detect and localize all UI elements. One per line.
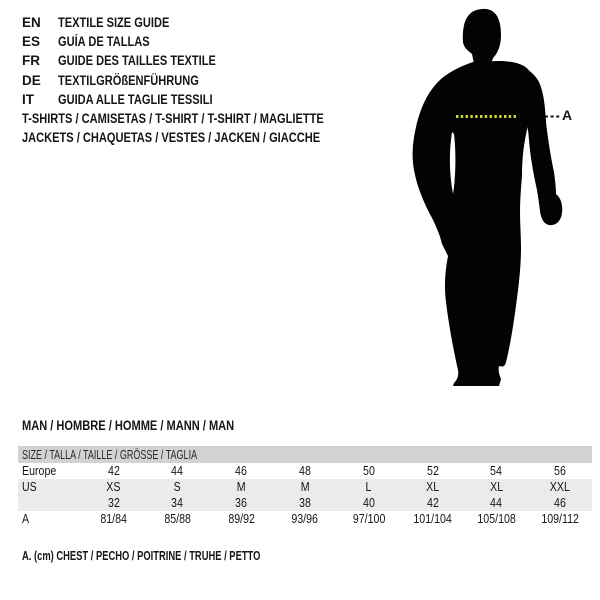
size-value: 44	[171, 464, 184, 478]
row-label	[18, 495, 82, 511]
size-table	[18, 446, 592, 527]
size-cell	[528, 463, 592, 479]
language-title: GUÍA DE TALLAS	[58, 34, 150, 50]
size-cell	[273, 479, 337, 495]
size-cell	[401, 479, 465, 495]
measurement-caption-text: A. (cm) CHEST / PECHO / POITRINE / TRUHE / PETTO	[22, 549, 261, 563]
size-cell	[273, 511, 337, 527]
size-cell	[273, 495, 337, 511]
size-cell	[528, 479, 592, 495]
size-cell	[337, 511, 401, 527]
size-value: 40	[362, 496, 375, 510]
size-cell	[209, 479, 273, 495]
size-row-uk	[18, 495, 592, 511]
language-row-es	[22, 32, 251, 51]
size-value: 105/108	[477, 512, 516, 526]
size-value: XL	[425, 480, 439, 494]
size-value: 97/100	[352, 512, 385, 526]
section-heading-text: MAN / HOMBRE / HOMME / MANN / MAN	[22, 418, 235, 433]
row-label-text: A	[22, 512, 30, 526]
size-row-europe	[18, 463, 592, 479]
size-value: XXL	[550, 480, 571, 494]
size-cell	[82, 511, 146, 527]
size-cell	[82, 463, 146, 479]
size-value: 38	[299, 496, 311, 510]
size-cell	[464, 495, 528, 511]
size-cell	[146, 495, 210, 511]
measurement-caption	[22, 549, 340, 563]
language-title: TEXTILE SIZE GUIDE	[58, 15, 170, 30]
row-label	[18, 479, 82, 495]
size-cell	[401, 511, 465, 527]
language-code: DE	[22, 72, 41, 88]
row-label	[18, 511, 82, 527]
garment-line-tshirts: T-SHIRTS / CAMISETAS / T-SHIRT / T-SHIRT / MAGLIETTE	[22, 111, 324, 126]
size-value: 56	[554, 464, 566, 478]
language-row-en	[22, 13, 251, 32]
man-silhouette	[405, 0, 600, 392]
row-label-text: Europe	[22, 464, 57, 478]
size-value: M	[300, 480, 310, 494]
size-cell	[401, 495, 465, 511]
language-row-de	[22, 71, 251, 90]
size-cell	[401, 463, 465, 479]
language-title: GUIDA ALLE TAGLIE TESSILI	[58, 91, 213, 107]
language-title: TEXTILGRÖßENFÜHRUNG	[58, 72, 199, 88]
size-value: 46	[235, 464, 248, 478]
size-value: 36	[235, 496, 248, 510]
language-code: IT	[22, 91, 34, 107]
size-value: 34	[171, 496, 184, 510]
size-value: 85/88	[164, 512, 191, 526]
size-value: XL	[489, 480, 503, 494]
size-cell	[82, 479, 146, 495]
garment-type-heading	[22, 110, 390, 147]
silhouette-body	[413, 61, 534, 386]
language-code: ES	[22, 34, 41, 50]
section-heading-man	[22, 418, 281, 433]
size-cell	[337, 463, 401, 479]
size-value: M	[236, 480, 246, 494]
size-value: 48	[299, 464, 311, 478]
silhouette-head	[463, 9, 501, 64]
size-cell	[337, 479, 401, 495]
size-cell	[337, 495, 401, 511]
size-value: 42	[107, 464, 120, 478]
language-title: GUIDE DES TAILLES TEXTILE	[58, 53, 216, 69]
size-value: 52	[426, 464, 439, 478]
size-value: 32	[107, 496, 120, 510]
size-row-us	[18, 479, 592, 495]
size-row-chest-cm	[18, 511, 592, 527]
size-value: S	[173, 480, 181, 494]
size-cell	[273, 463, 337, 479]
size-value: L	[365, 480, 372, 494]
language-list	[22, 13, 251, 109]
size-value: 109/112	[541, 512, 579, 526]
size-table-header-label: SIZE / TALLA / TAILLE / GRÖSSE / TAGLIA	[22, 447, 198, 462]
size-cell	[82, 495, 146, 511]
size-value: 89/92	[227, 512, 255, 526]
size-table-header-cell	[18, 446, 592, 463]
measurement-label-a: A	[562, 107, 573, 123]
language-code: EN	[22, 15, 41, 30]
size-cell	[464, 463, 528, 479]
size-cell	[209, 463, 273, 479]
size-cell	[528, 495, 592, 511]
size-value: XS	[106, 480, 121, 494]
size-cell	[528, 511, 592, 527]
language-row-fr	[22, 51, 251, 70]
row-label	[18, 463, 82, 479]
size-value: 81/84	[100, 512, 127, 526]
language-code: FR	[22, 53, 40, 69]
size-cell	[146, 479, 210, 495]
language-row-it	[22, 90, 251, 109]
size-value: 54	[490, 464, 503, 478]
size-cell	[209, 495, 273, 511]
size-cell	[464, 479, 528, 495]
size-value: 93/96	[291, 512, 319, 526]
size-cell	[209, 511, 273, 527]
garment-line-jackets: JACKETS / CHAQUETAS / VESTES / JACKEN / GIACCHE	[22, 129, 321, 145]
size-value: 44	[490, 496, 503, 510]
size-cell	[146, 511, 210, 527]
size-cell	[464, 511, 528, 527]
size-value: 46	[554, 496, 566, 510]
size-cell	[146, 463, 210, 479]
size-value: 42	[426, 496, 439, 510]
size-value: 50	[362, 464, 375, 478]
size-table-header-row	[18, 446, 592, 463]
size-value: 101/104	[413, 512, 452, 526]
row-label-text: US	[22, 480, 37, 494]
